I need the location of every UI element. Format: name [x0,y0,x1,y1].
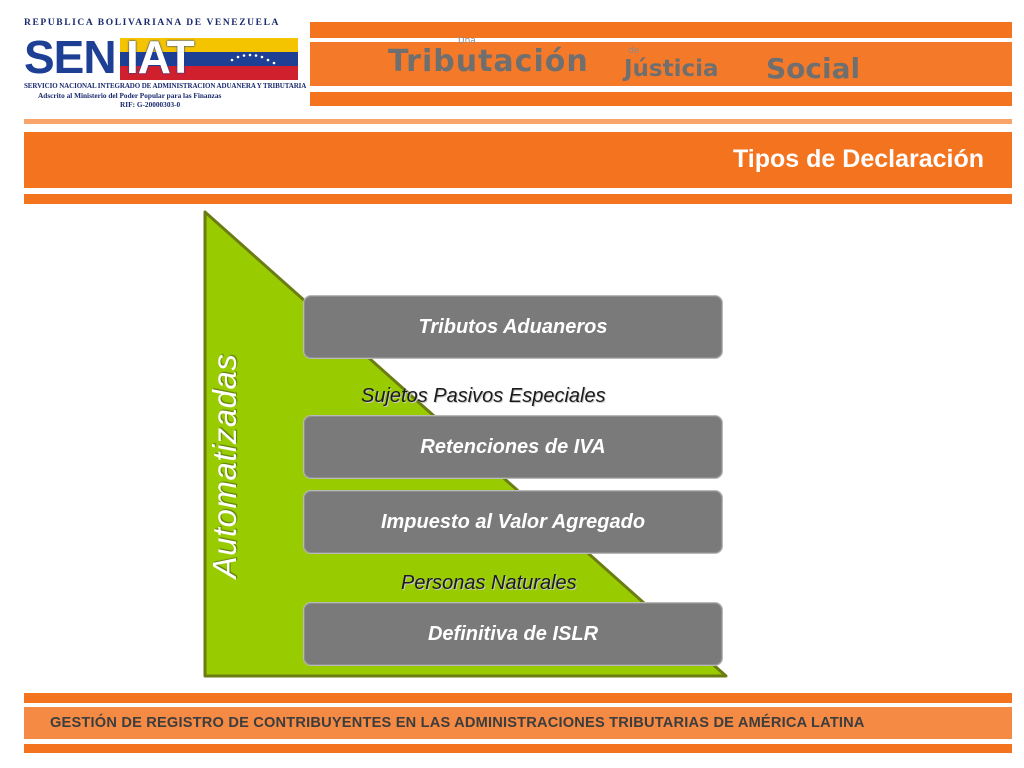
automated-side-label: Automatizadas [206,353,243,579]
category-sujetos-pasivos-especiales: Sujetos Pasivos Especiales [361,385,606,407]
slogan-tributacion: Tributación [388,44,589,79]
footer-bottom-bar [24,744,1012,753]
box-definitiva-islr: Definitiva de ISLR [303,602,723,666]
box-retenciones-iva: Retenciones de IVA [303,415,723,479]
category-personas-naturales: Personas Naturales [401,572,577,594]
country-line: REPUBLICA BOLIVARIANA DE VENEZUELA [24,18,280,28]
slogan-justicia: Jústicia [624,56,719,82]
footer-top-bar [24,693,1012,703]
logo-wordmark-sen: SEN [24,31,116,83]
page-title: Tipos de Declaración [732,145,984,173]
rif-line: RIF: G-20000303-0 [120,100,181,109]
slogan-una: Una [458,36,476,46]
box-tributos-aduaneros: Tributos Aduaneros [303,295,723,359]
box-impuesto-valor-agregado: Impuesto al Valor Agregado [303,490,723,554]
footer-text: GESTIÓN DE REGISTRO DE CONTRIBUYENTES EN LAS ADMINISTRACIONES TRIBUTARIAS DE AMÉRICA LATINA [50,715,865,731]
ministry-line: Adscrito al Ministerio del Poder Popular para las Finanzas [38,91,222,100]
slogan-social: Social [766,52,861,85]
agency-line: SERVICIO NACIONAL INTEGRADO DE ADMINISTRACION ADUANERA Y TRIBUTARIA [24,82,307,90]
logo-wordmark-iat: IAT [126,31,194,83]
slogan-de: de [628,46,640,56]
